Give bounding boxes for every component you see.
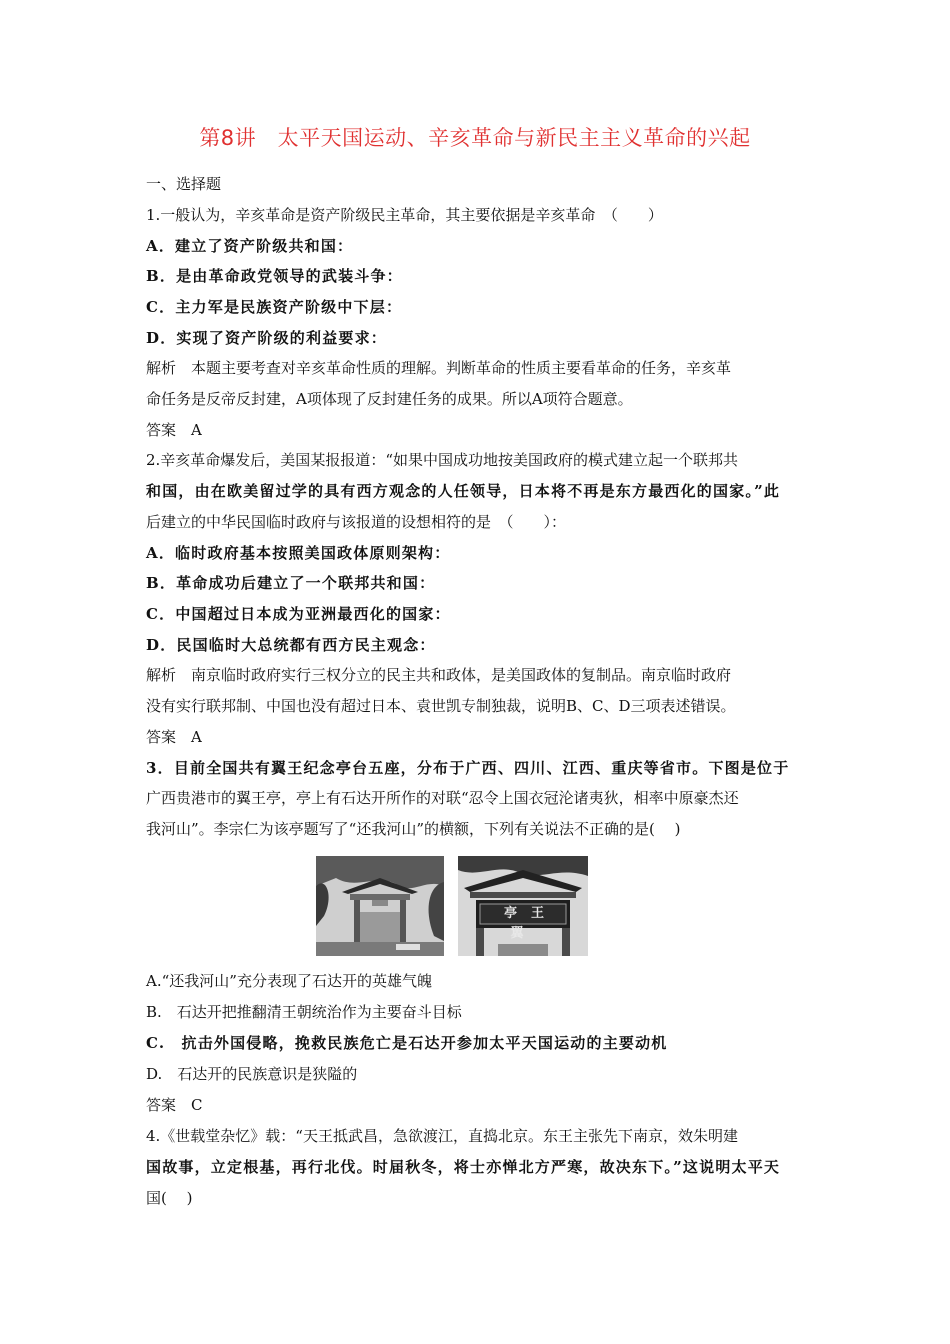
q1-analysis-line2: 命任务是反帝反封建，A项体现了反封建任务的成果。所以A项符合题意。 — [146, 390, 633, 408]
q2-analysis-line2: 没有实行联邦制、中国也没有超过日本、袁世凯专制独裁，说明B、C、D三项表述错误。 — [146, 697, 736, 715]
q1-option-a: A．建立了资产阶级共和国： — [146, 237, 354, 255]
q2-stem-line2: 和国，由在欧美留过学的具有西方观念的人任领导，日本将不再是东方最西化的国家。”此 — [146, 482, 781, 500]
q2-stem-line3: 后建立的中华民国临时政府与该报道的设想相符的是 （ ）： — [146, 513, 567, 531]
q3-option-c: C. 抗击外国侵略，挽救民族危亡是石达开参加太平天国运动的主要动机 — [146, 1034, 668, 1052]
q2-option-b: B．革命成功后建立了一个联邦共和国： — [146, 574, 436, 592]
q2-answer: 答案 A — [146, 728, 202, 746]
q1-option-b: B．是由革命政党领导的武装斗争： — [146, 267, 403, 285]
q2-option-a: A．临时政府基本按照美国政体原则架构： — [146, 544, 451, 562]
q1-analysis-line1: 解析 本题主要考查对辛亥革命性质的理解。判断革命的性质主要看革命的任务，辛亥革 — [146, 359, 732, 377]
q1-stem: 1.一般认为，辛亥革命是资产阶级民主革命，其主要依据是辛亥革命 （ ） — [146, 206, 663, 224]
q1-option-c: C．主力军是民族资产阶级中下层： — [146, 298, 403, 316]
q3-option-a: A.“还我河山”充分表现了石达开的英雄气魄 — [146, 972, 432, 990]
plaque-text: 亭王翼 — [503, 906, 558, 941]
q4-stem-line1: 4.《世载堂杂忆》载：“天王抵武昌，急欲渡江，直捣北京。东王主张先下南京，效朱明建 — [146, 1127, 738, 1145]
section-heading: 一、选择题 — [146, 175, 222, 193]
q2-analysis-line1: 解析 南京临时政府实行三权分立的民主共和政体，是美国政体的复制品。南京临时政府 — [146, 666, 732, 684]
q1-answer: 答案 A — [146, 421, 202, 439]
q4-stem-line3: 国( ) — [146, 1189, 193, 1207]
q3-option-b: B. 石达开把推翻清王朝统治作为主要奋斗目标 — [146, 1003, 462, 1021]
yiwang-pavilion-photos — [316, 856, 588, 958]
plaque-photo — [458, 856, 588, 956]
q4-stem-line2: 国故事，立定根基，再行北伐。时届秋冬，将士亦惮北方严寒，故决东下。”这说明太平天 — [146, 1158, 781, 1176]
q1-option-d: D．实现了资产阶级的利益要求： — [146, 329, 388, 347]
q3-stem-line1: 3．目前全国共有翼王纪念亭台五座，分布于广西、四川、江西、重庆等省市。下图是位于 — [146, 759, 790, 777]
q2-option-d: D．民国临时大总统都有西方民主观念： — [146, 636, 436, 654]
q3-stem-line2: 广西贵港市的翼王亭，亭上有石达开所作的对联“忍令上国衣冠沦诸夷狄，相率中原豪杰还 — [146, 789, 739, 807]
q3-stem-line3: 我河山”。李宗仁为该亭题写了“还我河山”的横额，下列有关说法不正确的是( ) — [146, 820, 681, 838]
q2-option-c: C．中国超过日本成为亚洲最西化的国家： — [146, 605, 451, 623]
q3-option-d: D. 石达开的民族意识是狭隘的 — [146, 1065, 358, 1083]
q3-answer: 答案 C — [146, 1096, 203, 1114]
page-title: 第8讲 太平天国运动、辛亥革命与新民主主义革命的兴起 — [199, 126, 751, 150]
q2-stem-line1: 2.辛亥革命爆发后，美国某报报道：“如果中国成功地按美国政府的模式建立起一个联邦共 — [146, 451, 738, 469]
pavilion-photo — [316, 856, 444, 956]
